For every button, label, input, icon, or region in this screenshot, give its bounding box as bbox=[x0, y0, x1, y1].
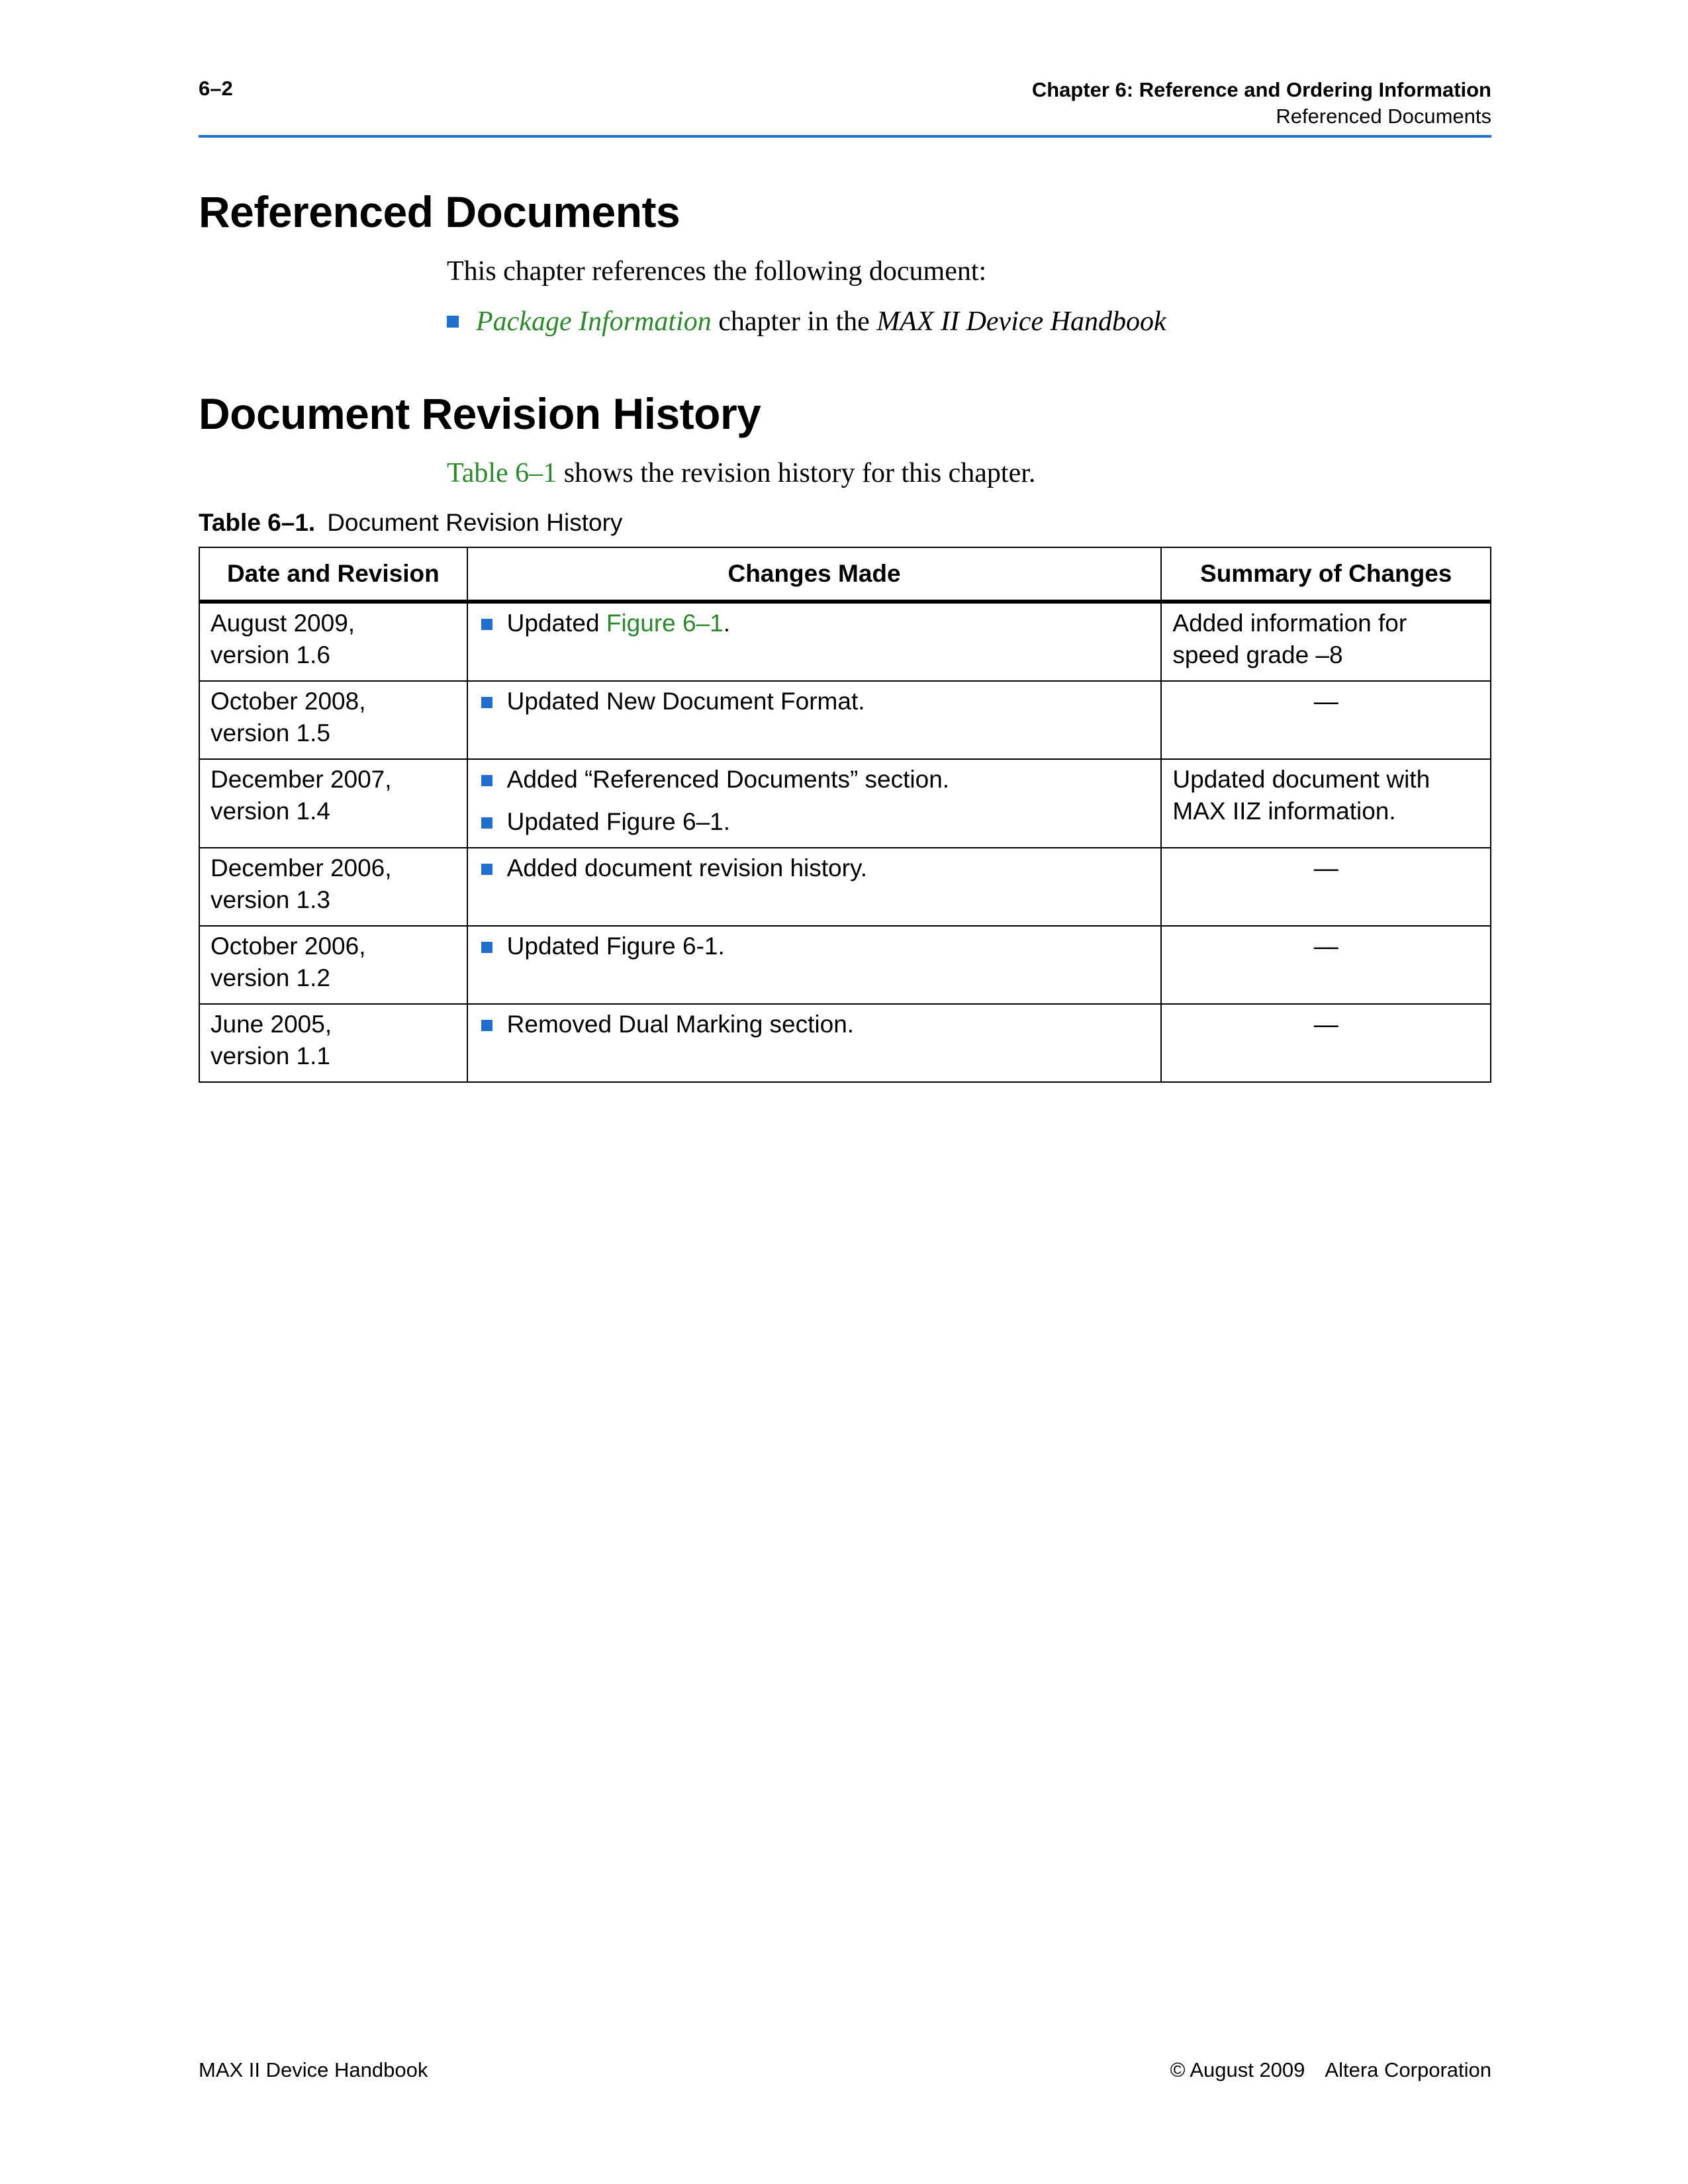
table-header-row bbox=[199, 547, 1491, 602]
bullet-icon bbox=[447, 316, 459, 328]
footer-date: © August 2009 bbox=[1170, 2058, 1305, 2081]
version-text: version 1.5 bbox=[211, 719, 330, 747]
date-text: August 2009, bbox=[211, 610, 355, 637]
change-item bbox=[479, 806, 1150, 838]
bullet-icon bbox=[481, 817, 492, 829]
footer-handbook-title: MAX II Device Handbook bbox=[199, 2058, 428, 2081]
date-text: June 2005, bbox=[211, 1011, 332, 1038]
date-text: October 2008, bbox=[211, 688, 366, 715]
header-section-title: Referenced Documents bbox=[1276, 105, 1491, 128]
running-header bbox=[1032, 77, 1491, 130]
date-text: December 2006, bbox=[211, 854, 392, 882]
table-row bbox=[199, 602, 1491, 681]
changes-cell bbox=[467, 926, 1162, 1004]
date-cell bbox=[199, 681, 467, 759]
bullet-icon bbox=[481, 942, 492, 953]
bullet-icon bbox=[481, 619, 492, 630]
change-item bbox=[479, 608, 1150, 639]
changes-cell bbox=[467, 602, 1162, 681]
change-item bbox=[479, 764, 1150, 796]
header-changes: Changes Made bbox=[467, 547, 1162, 602]
summary-cell: — bbox=[1161, 681, 1491, 759]
changes-cell bbox=[467, 1004, 1162, 1082]
change-item bbox=[479, 852, 1150, 884]
figure-link[interactable]: Figure 6–1 bbox=[606, 610, 724, 637]
referenced-documents-intro: This chapter references the following document: bbox=[447, 256, 987, 287]
header-chapter-title: Chapter 6: Reference and Ordering Information bbox=[1031, 78, 1491, 101]
bullet-middle-text: chapter in the bbox=[711, 306, 877, 337]
change-text: Removed Dual Marking section. bbox=[506, 1011, 855, 1038]
date-cell bbox=[199, 759, 467, 848]
footer-copyright bbox=[1170, 2057, 1491, 2083]
page-header bbox=[199, 74, 1491, 138]
change-item bbox=[479, 686, 1150, 717]
change-text-suffix: . bbox=[723, 610, 731, 637]
table-caption-title: Document Revision History bbox=[327, 509, 623, 536]
bullet-icon bbox=[481, 1020, 492, 1031]
revision-history-table bbox=[199, 547, 1491, 1083]
change-item bbox=[479, 931, 1150, 962]
changes-cell bbox=[467, 681, 1162, 759]
summary-cell: — bbox=[1161, 1004, 1491, 1082]
change-text: Added document revision history. bbox=[506, 854, 867, 882]
changes-cell bbox=[467, 848, 1162, 926]
version-text: version 1.4 bbox=[211, 797, 330, 825]
date-cell bbox=[199, 1004, 467, 1082]
summary-cell: — bbox=[1161, 848, 1491, 926]
version-text: version 1.6 bbox=[211, 641, 330, 668]
package-information-link[interactable]: Package Information bbox=[476, 306, 712, 337]
table-row bbox=[199, 848, 1491, 926]
referenced-document-item bbox=[447, 304, 1166, 339]
change-text: Added “Referenced Documents” section. bbox=[506, 766, 950, 793]
footer-company: Altera Corporation bbox=[1325, 2058, 1491, 2081]
page-number: 6–2 bbox=[199, 77, 233, 100]
handbook-title: MAX II Device Handbook bbox=[876, 306, 1166, 337]
version-text: version 1.2 bbox=[211, 964, 330, 991]
revision-history-heading: Document Revision History bbox=[199, 389, 761, 438]
date-cell bbox=[199, 926, 467, 1004]
referenced-documents-heading: Referenced Documents bbox=[199, 187, 680, 236]
changes-cell bbox=[467, 759, 1162, 848]
summary-cell: Updated document with MAX IIZ information. bbox=[1161, 759, 1491, 848]
revision-history-intro-text: shows the revision history for this chapter. bbox=[557, 458, 1036, 488]
table-caption bbox=[199, 507, 622, 539]
date-text: October 2006, bbox=[211, 933, 366, 960]
table-caption-number: Table 6–1. bbox=[199, 509, 316, 536]
bullet-icon bbox=[481, 697, 492, 708]
table-row bbox=[199, 681, 1491, 759]
version-text: version 1.1 bbox=[211, 1042, 330, 1069]
change-text: Updated Figure 6–1. bbox=[506, 808, 731, 835]
change-text-prefix: Updated bbox=[506, 610, 606, 637]
table-row bbox=[199, 759, 1491, 848]
date-cell bbox=[199, 602, 467, 681]
change-item bbox=[479, 1009, 1150, 1040]
date-cell bbox=[199, 848, 467, 926]
bullet-icon bbox=[481, 864, 492, 875]
change-text bbox=[507, 608, 730, 639]
revision-history-intro bbox=[447, 456, 1035, 490]
summary-cell: — bbox=[1161, 926, 1491, 1004]
bullet-icon bbox=[481, 775, 492, 786]
table-reference-link[interactable]: Table 6–1 bbox=[447, 458, 557, 488]
table-row bbox=[199, 1004, 1491, 1082]
date-text: December 2007, bbox=[211, 766, 392, 793]
table-row bbox=[199, 926, 1491, 1004]
header-summary: Summary of Changes bbox=[1161, 547, 1491, 602]
version-text: version 1.3 bbox=[211, 886, 330, 913]
header-date: Date and Revision bbox=[199, 547, 467, 602]
change-text: Updated Figure 6-1. bbox=[506, 933, 725, 960]
summary-cell: Added information for speed grade –8 bbox=[1161, 602, 1491, 681]
change-text: Updated New Document Format. bbox=[506, 688, 865, 715]
